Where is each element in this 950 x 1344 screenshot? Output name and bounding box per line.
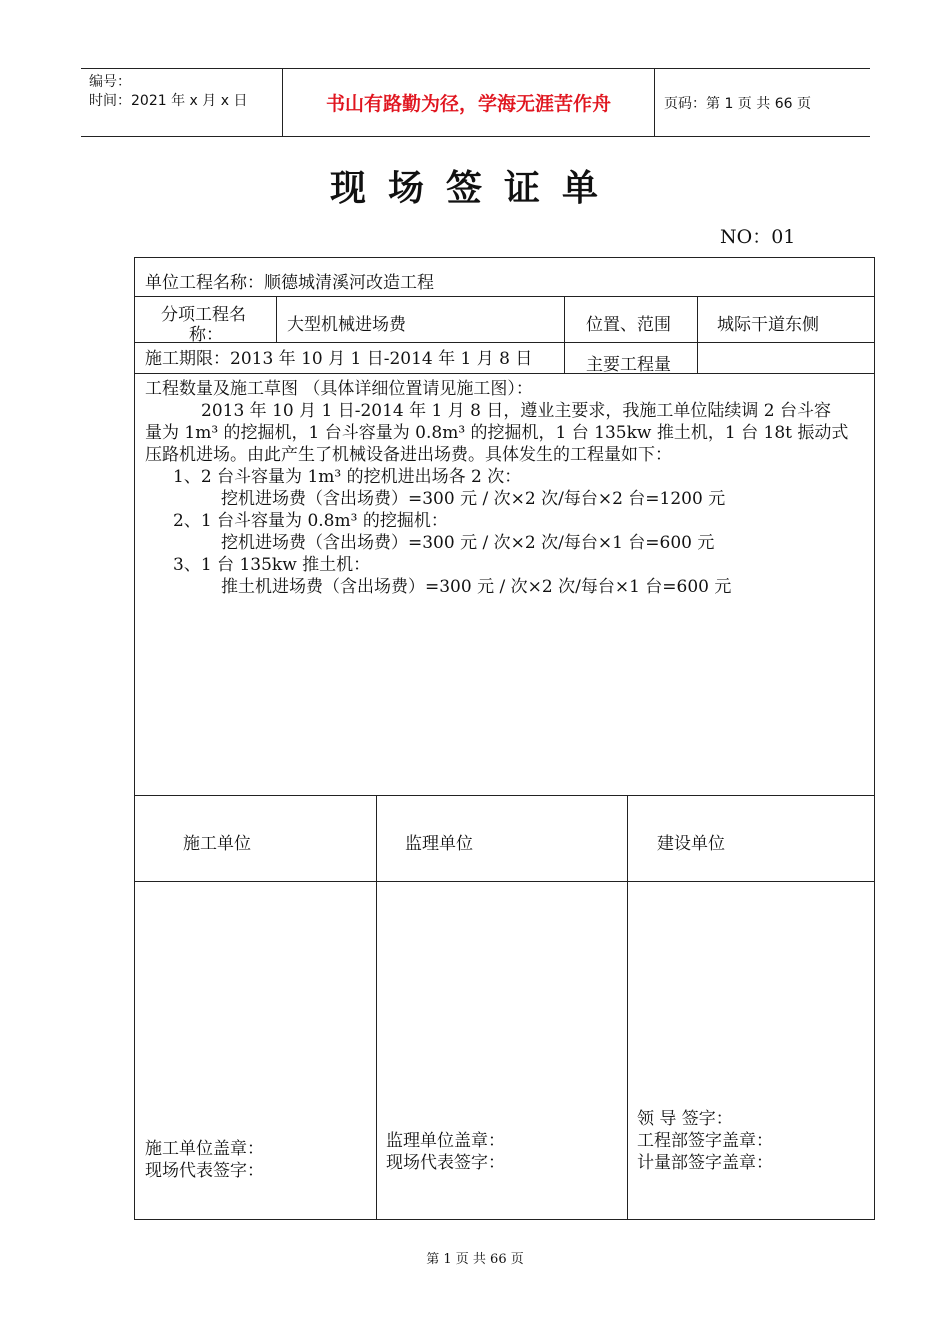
page-header [81,68,870,137]
item-3: 3、1 台 135kw 推土机： [173,555,371,575]
location-label: 位置、范围 [586,315,671,335]
main-quantity-label: 主要工程量 [586,355,671,375]
doc-number: NO：01 [720,226,796,248]
row-divider [135,296,874,297]
supervision-unit-label: 监理单位 [405,834,473,854]
page-footer: 第 1 页 共 66 页 [426,1252,524,1267]
item-3-calc: 推土机进场费（含出场费）=300 元 / 次×2 次/每台×1 台=600 元 [221,577,732,597]
owner-unit-label: 建设单位 [657,834,725,854]
row-divider [135,373,874,374]
project-name: 单位工程名称：顺德城清溪河改造工程 [145,273,434,293]
description-line: 量为 1m³ 的挖掘机，1 台斗容量为 0.8m³ 的挖掘机，1 台 135kw 推土机，1 台 18t 振动式 [145,423,849,443]
row-divider [135,881,874,882]
metering-dept-sign: 计量部签字盖章： [637,1153,773,1173]
item-1-calc: 挖机进场费（含出场费）=300 元 / 次×2 次/每台×2 台=1200 元 [221,489,726,509]
construction-unit-label: 施工单位 [183,834,251,854]
visa-form [134,257,875,1220]
date-label: 时间：2021 年 x 月 x 日 [89,93,248,109]
description-line: 2013 年 10 月 1 日-2014 年 1 月 8 日，遵业主要求，我施工单位陆续调 2 台斗容 [201,401,832,421]
sub-project-value: 大型机械进场费 [287,315,406,335]
page-info: 页码：第 1 页 共 66 页 [664,96,811,112]
motto: 书山有路勤为径，学海无涯苦作舟 [283,69,655,136]
item-1: 1、2 台斗容量为 1m³ 的挖机进出场各 2 次： [173,467,522,487]
row-divider [135,795,874,796]
sub-project-label-cont: 称： [189,325,223,345]
supervision-rep-sign: 现场代表签字： [386,1153,505,1173]
row-divider [135,342,874,343]
item-2-calc: 挖机进场费（含出场费）=300 元 / 次×2 次/每台×1 台=600 元 [221,533,715,553]
location-value: 城际干道东侧 [717,315,819,335]
col-divider [564,296,565,373]
supervision-seal: 监理单位盖章： [386,1131,505,1151]
work-description [145,378,870,598]
sub-project-label: 分项工程名 [161,305,246,325]
col-divider [697,296,698,373]
description-heading: 工程数量及施工草图 （具体详细位置请见施工图）： [145,379,533,399]
construction-seal: 施工单位盖章： [145,1139,264,1159]
leader-sign: 领 导 签字： [637,1109,733,1129]
engineering-dept-sign: 工程部签字盖章： [637,1131,773,1151]
header-meta [81,69,283,136]
construction-period: 施工期限：2013 年 10 月 1 日-2014 年 1 月 8 日 [145,349,533,369]
number-label: 编号： [89,74,131,90]
description-line: 压路机进场。由此产生了机械设备进出场费。具体发生的工程量如下： [145,445,672,465]
page-title: 现场签证单 [329,168,620,209]
col-divider [627,795,628,1220]
item-2: 2、1 台斗容量为 0.8m³ 的挖掘机： [173,511,448,531]
col-divider [376,795,377,1220]
construction-rep-sign: 现场代表签字： [145,1161,264,1181]
col-divider [276,296,277,342]
